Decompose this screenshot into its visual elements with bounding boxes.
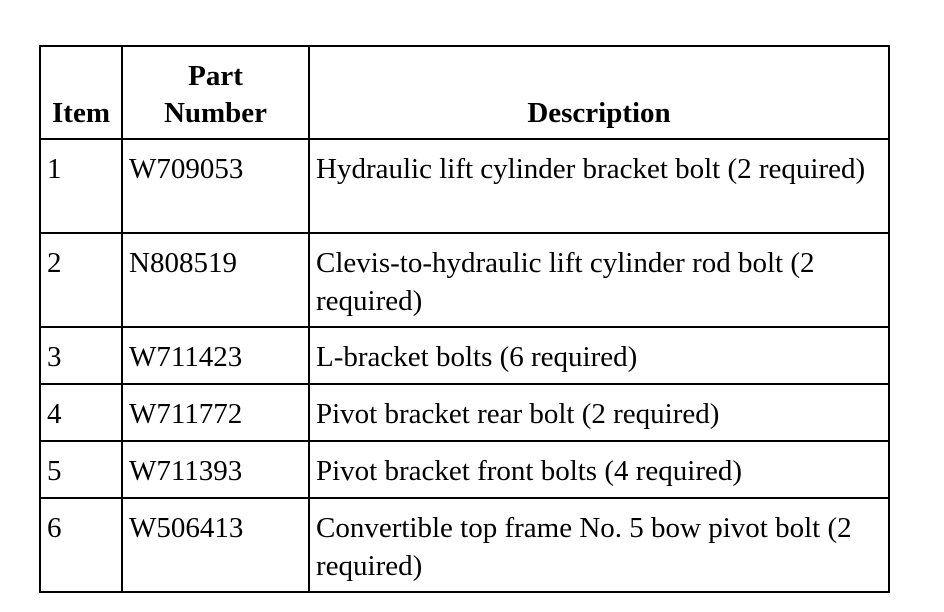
part-number-cell: W711772 (122, 384, 309, 441)
item-cell: 3 (40, 327, 122, 384)
header-part-number (122, 46, 309, 139)
table-row (40, 441, 889, 498)
table-header-row (40, 46, 889, 139)
item-cell: 1 (40, 139, 122, 233)
header-description: Description (309, 46, 889, 139)
part-number-cell: W711393 (122, 441, 309, 498)
description-cell: Pivot bracket rear bolt (2 required) (309, 384, 889, 441)
item-cell: 4 (40, 384, 122, 441)
item-cell: 2 (40, 233, 122, 327)
header-item: Item (40, 46, 122, 139)
part-number-cell: W709053 (122, 139, 309, 233)
description-cell: Clevis-to-hydraulic lift cylinder rod bolt (2 required) (309, 233, 889, 327)
table-row (40, 384, 889, 441)
description-cell: Convertible top frame No. 5 bow pivot bolt (2 required) (309, 498, 889, 592)
part-number-cell: W506413 (122, 498, 309, 592)
table-row (40, 233, 889, 327)
header-part-number-line2: Number (163, 97, 268, 129)
parts-table (39, 45, 890, 593)
part-number-cell: N808519 (122, 233, 309, 327)
header-part-number-line1: Part (188, 60, 243, 92)
description-cell: Pivot bracket front bolts (4 required) (309, 441, 889, 498)
part-number-cell: W711423 (122, 327, 309, 384)
description-cell: Hydraulic lift cylinder bracket bolt (2 required) (309, 139, 889, 233)
description-cell: L-bracket bolts (6 required) (309, 327, 889, 384)
table-row (40, 139, 889, 233)
table-row (40, 498, 889, 592)
item-cell: 6 (40, 498, 122, 592)
table-row (40, 327, 889, 384)
item-cell: 5 (40, 441, 122, 498)
